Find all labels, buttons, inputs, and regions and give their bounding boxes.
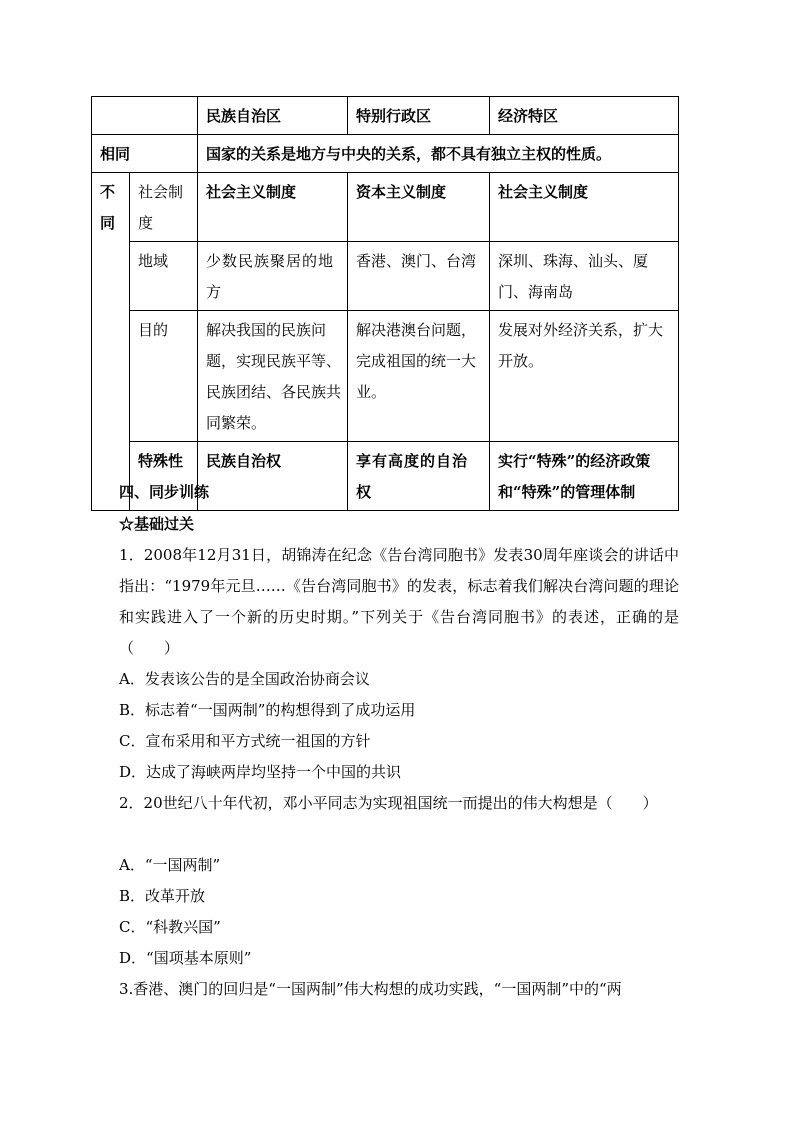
row-label-same: 相同 (92, 135, 198, 173)
table-cell: 发展对外经济关系，扩大开放。 (490, 311, 679, 442)
table-cell: 实行“特殊”的经济政策和“特殊”的管理体制 (490, 442, 679, 511)
table-row (92, 242, 679, 311)
comparison-table (91, 96, 679, 511)
table-row (92, 311, 679, 442)
header-autonomous-region: 民族自治区 (198, 97, 348, 135)
table-cell: 社会主义制度 (198, 173, 348, 242)
question-3-stem: 3.香港、澳门的回归是“一国两制”伟大构想的成功实践，“一国两制”中的“两 (119, 980, 622, 998)
row-label-different: 不同 (92, 173, 130, 511)
table-cell: 解决我国的民族问题，实现民族平等、民族团结、各民族共同繁荣。 (198, 311, 348, 442)
row-label-special: 特殊性 (130, 442, 198, 511)
same-text-cell: 国家的关系是地方与中央的关系，都不具有独立主权的性质。 (198, 135, 679, 173)
question-1-option-a: A．发表该公告的是全国政治协商会议 (119, 670, 370, 688)
question-1-option-c: C．宣布采用和平方式统一祖国的方针 (119, 732, 371, 750)
table-header-row (92, 97, 679, 135)
table-cell: 深圳、珠海、汕头、厦门、海南岛 (490, 242, 679, 311)
table-row-same (92, 135, 679, 173)
row-label-purpose: 目的 (130, 311, 198, 442)
question-1-stem: 1．2008年12月31日，胡锦涛在纪念《告台湾同胞书》发表30周年座谈会的讲话中指出：“1979年元旦……《告台湾同胞书》的发表，标志着我们解决台湾问题的理论和实践进入了一个新的历史时期。”下列关于《告台湾同胞书》的表述，正确的是（ ） (119, 546, 679, 657)
table-cell: 解决港澳台问题，完成祖国的统一大业。 (348, 311, 490, 442)
question-2-option-b: B．改革开放 (119, 887, 206, 905)
table-cell: 香港、澳门、台湾 (348, 242, 490, 311)
header-special-economic-zone: 经济特区 (490, 97, 679, 135)
table-cell: 少数民族聚居的地方 (198, 242, 348, 311)
header-special-admin-region: 特别行政区 (348, 97, 490, 135)
question-1-option-d: D．达成了海峡两岸均坚持一个中国的共识 (119, 763, 402, 781)
table-row (92, 173, 679, 242)
table-cell: 资本主义制度 (348, 173, 490, 242)
question-2-option-d: D．“国项基本原则” (119, 949, 252, 967)
section-title: 四、同步训练 (119, 483, 210, 501)
table-cell: 民族自治权 (198, 442, 348, 511)
table-cell: 社会主义制度 (490, 173, 679, 242)
subsection-title: ☆基础过关 (119, 515, 195, 533)
table-corner-cell (92, 97, 198, 135)
table-cell: 享有高度的自治权 (348, 442, 490, 511)
question-2-stem: 2．20世纪八十年代初，邓小平同志为实现祖国统一而提出的伟大构想是（ ） (119, 794, 658, 812)
row-label-social-system: 社会制度 (130, 173, 198, 242)
question-2-option-a: A．“一国两制” (119, 856, 221, 874)
question-2-option-c: C．“科教兴国” (119, 918, 221, 936)
question-1-option-b: B．标志着“一国两制”的构想得到了成功运用 (119, 701, 416, 719)
row-label-region: 地域 (130, 242, 198, 311)
